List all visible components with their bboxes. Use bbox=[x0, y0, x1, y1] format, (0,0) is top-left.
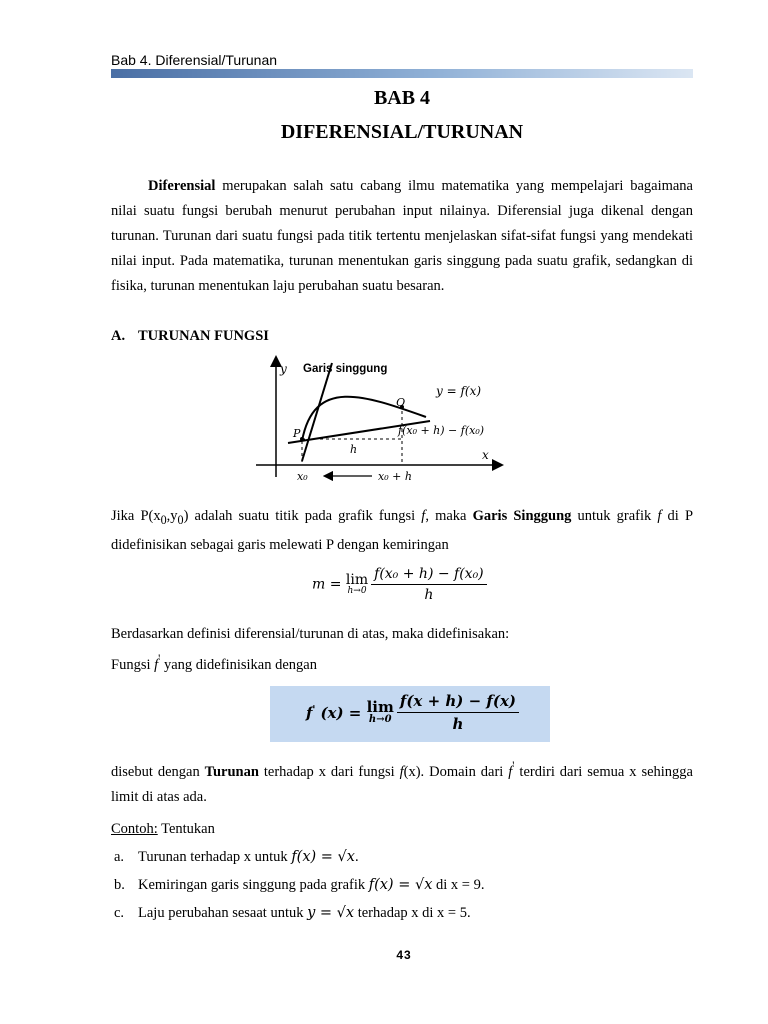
tangent-label: Garis singgung bbox=[303, 363, 388, 375]
difference-label: f(x₀ + h) − f(x₀) bbox=[398, 424, 485, 437]
running-header: Bab 4. Diferensial/Turunan bbox=[111, 52, 278, 68]
item-math: f(x) = √x bbox=[368, 877, 433, 893]
description-text: terhadap x dari fungsi bbox=[258, 763, 400, 780]
fraction-denominator: h bbox=[452, 715, 464, 733]
derivative-formula bbox=[306, 692, 519, 733]
intro-term: Diferensial bbox=[148, 178, 216, 194]
intro-text: merupakan salah satu cabang ilmu matematika yang mempelajari bagaimana nilai suatu fungsi berubah menurut perubahan input nilainya. Diferensial juga dikenal dengan turunan. Turunan dari suatu fungsi pada titik tertentu menjelaskan sifat-sifat fungsi yang mendekati nilai input. Pada matematika, turunan menentukan garis singgung pada suatu grafik, sedangkan di fisika, turunan menentukan laju perubahan suatu besaran. bbox=[111, 178, 693, 294]
formula-lhs bbox=[306, 704, 367, 722]
function-symbol: f bbox=[306, 703, 313, 722]
section-heading bbox=[111, 328, 269, 345]
x0-label: x₀ bbox=[297, 470, 308, 483]
curve-label: y = f(x) bbox=[436, 384, 482, 398]
example-list bbox=[111, 843, 484, 927]
tangent-diagram bbox=[240, 355, 520, 491]
list-marker: b. bbox=[114, 877, 125, 893]
limit-operator bbox=[346, 573, 368, 596]
function-symbol: f bbox=[154, 656, 159, 673]
derivative-description bbox=[111, 754, 693, 810]
definition-paragraph bbox=[111, 504, 693, 558]
definition-text: , maka bbox=[425, 508, 473, 524]
slope-formula bbox=[312, 566, 487, 603]
term-turunan: Turunan bbox=[204, 763, 259, 780]
fraction-numerator: f(x₀ + h) − f(x₀) bbox=[371, 566, 487, 585]
subscript: 0 bbox=[177, 512, 184, 527]
definition-text: Jika P(x bbox=[111, 508, 161, 524]
point-p-dot bbox=[300, 437, 304, 441]
section-letter: A. bbox=[111, 328, 126, 344]
function-symbol: f bbox=[421, 508, 426, 524]
item-text: Laju perubahan sesaat untuk bbox=[138, 905, 308, 921]
example-heading bbox=[111, 818, 484, 840]
fraction-numerator: f(x + h) − f(x) bbox=[397, 692, 519, 713]
h-label: h bbox=[350, 443, 358, 456]
list-item bbox=[111, 899, 484, 927]
y-axis-label: y bbox=[280, 362, 287, 376]
function-symbol: f bbox=[657, 508, 662, 524]
list-marker: c. bbox=[114, 905, 125, 921]
section-title: TURUNAN FUNGSI bbox=[138, 328, 269, 344]
basis-line bbox=[111, 647, 693, 678]
point-p-label: P bbox=[293, 427, 301, 440]
fraction-denominator: h bbox=[424, 587, 434, 603]
x0-plus-h-label: x₀ + h bbox=[378, 470, 412, 483]
intro-paragraph bbox=[111, 174, 693, 299]
basis-text: yang didefinisikan dengan bbox=[160, 656, 317, 673]
list-marker: a. bbox=[114, 849, 125, 865]
tangent-line bbox=[302, 363, 332, 461]
derivative-formula-box bbox=[270, 686, 550, 742]
list-item bbox=[111, 843, 484, 871]
item-text: Turunan terhadap x untuk bbox=[138, 849, 292, 865]
page-number: 43 bbox=[396, 948, 412, 962]
header-rule bbox=[111, 69, 693, 78]
item-math: y = √x bbox=[307, 905, 355, 921]
chapter-number: BAB 4 bbox=[373, 87, 431, 109]
fraction bbox=[371, 566, 487, 603]
definition-text: untuk grafik bbox=[571, 508, 658, 524]
definition-text: ,y bbox=[166, 508, 178, 524]
description-text: (x). Domain dari bbox=[403, 763, 509, 780]
definition-text: di P didefinisikan sebagai garis melewati P dengan kemiringan bbox=[111, 508, 694, 553]
function-symbol: f bbox=[508, 763, 513, 780]
item-text: di x = 9. bbox=[432, 877, 485, 893]
list-item bbox=[111, 871, 484, 899]
example-label: Contoh: bbox=[111, 821, 158, 837]
prime-mark: ' bbox=[158, 652, 161, 666]
example-heading-text: Tentukan bbox=[157, 821, 215, 837]
item-text: Kemiringan garis singgung pada grafik bbox=[138, 877, 369, 893]
prime-mark: ' bbox=[512, 759, 515, 773]
basis-line: Berdasarkan definisi diferensial/turunan di atas, maka didefinisakan: bbox=[111, 626, 510, 642]
limit-operator bbox=[367, 700, 394, 725]
limit-word: lim bbox=[366, 698, 394, 716]
limit-subscript: h→0 bbox=[347, 586, 367, 596]
example-section bbox=[111, 818, 484, 927]
item-text: terhadap x di x = 5. bbox=[354, 905, 471, 921]
limit-word: lim bbox=[345, 572, 369, 588]
formula-argument: (x) = bbox=[315, 703, 367, 722]
definition-text: ) adalah suatu titik pada grafik fungsi bbox=[183, 508, 422, 524]
chapter-title: DIFERENSIAL/TURUNAN bbox=[280, 121, 524, 143]
item-text: . bbox=[354, 849, 359, 865]
description-text: terdiri dari semua x sehingga limit di atas ada. bbox=[111, 763, 693, 805]
point-q-label: Q bbox=[396, 396, 406, 409]
formula-lhs: m = bbox=[312, 576, 346, 593]
description-text: disebut dengan bbox=[111, 763, 205, 780]
basis-text: Fungsi bbox=[111, 656, 155, 673]
limit-subscript: h→0 bbox=[368, 714, 392, 725]
function-symbol: f bbox=[399, 763, 404, 780]
x-axis-label: x bbox=[482, 448, 489, 462]
basis-paragraph bbox=[111, 622, 693, 678]
prime-mark: ' bbox=[312, 704, 316, 715]
item-math: f(x) = √x bbox=[291, 849, 355, 865]
term-garis-singgung: Garis Singgung bbox=[472, 508, 572, 524]
fraction bbox=[397, 692, 519, 733]
subscript: 0 bbox=[160, 512, 167, 527]
